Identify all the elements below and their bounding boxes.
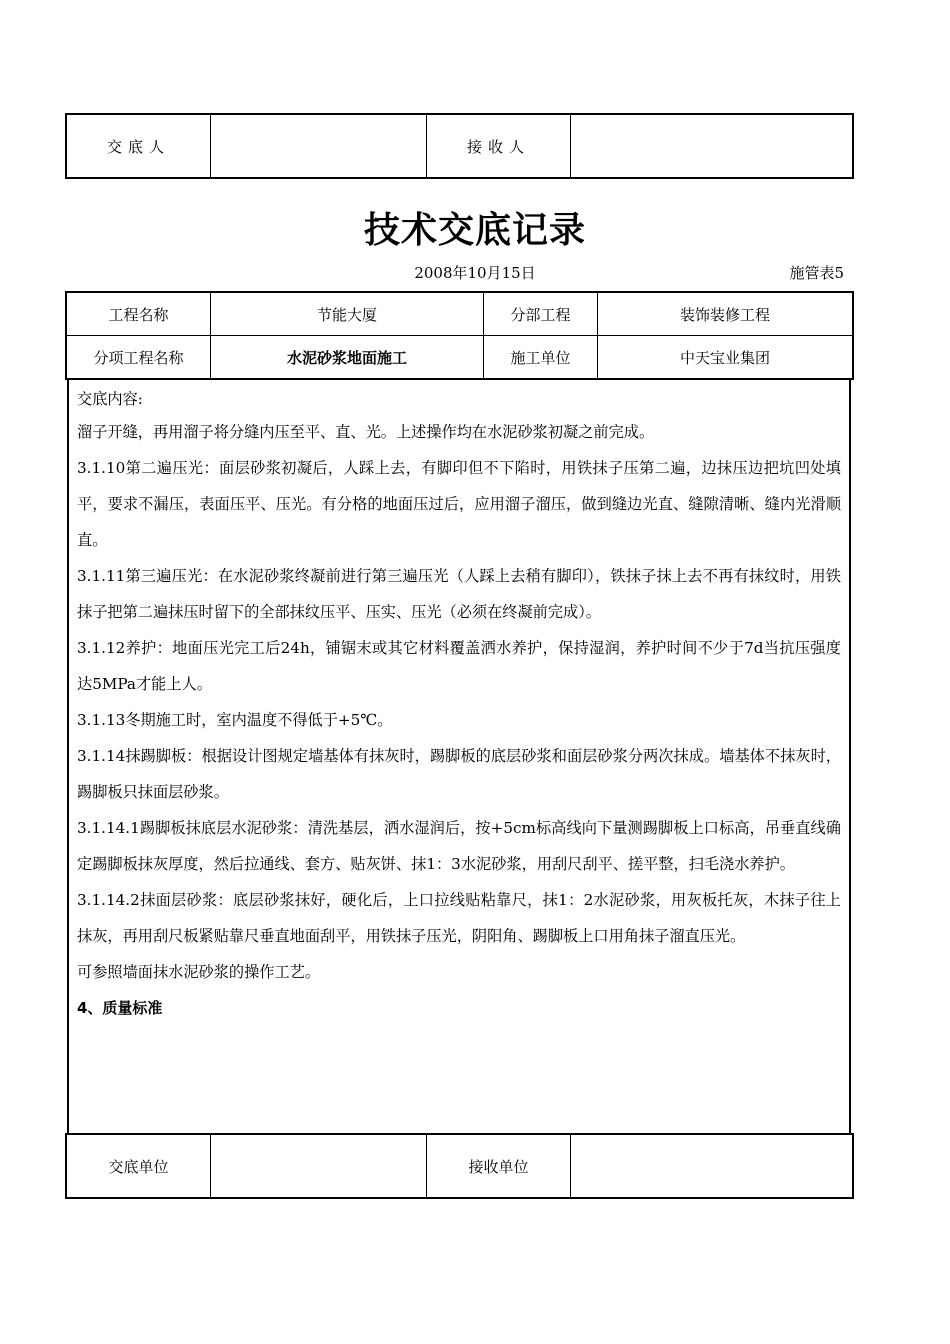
content-paragraph: 3.1.12养护：地面压光完工后24h，铺锯末或其它材料覆盖洒水养护，保持湿润，养护时间不少于7d当抗压强度达5MPa才能上人。	[77, 639, 841, 693]
discloser-label: 交底人	[67, 115, 211, 178]
project-name-label: 工程名称	[67, 293, 211, 336]
contractor-value: 中天宝业集团	[598, 336, 853, 379]
division-value: 装饰装修工程	[598, 293, 853, 336]
subitem-value: 水泥砂浆地面施工	[211, 336, 484, 379]
document-date: 2008年10月15日	[414, 264, 536, 282]
section-heading: 4、质量标准	[77, 999, 163, 1017]
receiver-label: 接收人	[427, 115, 571, 178]
content-label: 交底内容:	[77, 390, 143, 408]
subitem-label: 分项工程名称	[67, 336, 211, 379]
bottom-signature-table	[66, 1134, 853, 1198]
division-label: 分部工程	[484, 293, 598, 336]
form-number: 施管表5	[789, 264, 844, 282]
disclosure-content	[67, 378, 851, 1134]
content-paragraph: 3.1.14抹踢脚板：根据设计图规定墙基体有抹灰时，踢脚板的底层砂浆和面层砂浆分两次抹成。墙基体不抹灰时，踢脚板只抹面层砂浆。	[77, 747, 841, 801]
discloser-value	[211, 115, 427, 178]
content-paragraph: 3.1.13冬期施工时，室内温度不得低于+5℃。	[77, 711, 393, 729]
content-paragraph: 可参照墙面抹水泥砂浆的操作工艺。	[77, 963, 320, 981]
receiver-unit-value	[571, 1135, 853, 1198]
content-paragraph: 3.1.11第三遍压光：在水泥砂浆终凝前进行第三遍压光（人踩上去稍有脚印），铁抹子抹上去不再有抹纹时，用铁抹子把第二遍抹压时留下的全部抹纹压平、压实、压光（必须在终凝前完成）。	[77, 567, 841, 621]
discloser-unit-value	[211, 1135, 427, 1198]
project-info-table	[66, 292, 853, 379]
content-paragraph: 3.1.10第二遍压光：面层砂浆初凝后，人踩上去，有脚印但不下陷时，用铁抹子压第二遍，边抹压边把坑凹处填平，要求不漏压，表面压平、压光。有分格的地面压过后，应用溜子溜压，做到缝边光直、缝隙清晰、缝内光滑顺直。	[77, 459, 841, 549]
contractor-label: 施工单位	[484, 336, 598, 379]
document-title: 技术交底记录	[363, 210, 586, 251]
receiver-unit-label: 接收单位	[427, 1135, 571, 1198]
discloser-unit-label: 交底单位	[67, 1135, 211, 1198]
content-paragraph: 溜子开缝，再用溜子将分缝内压至平、直、光。上述操作均在水泥砂浆初凝之前完成。	[77, 423, 655, 441]
project-name-value: 节能大厦	[211, 293, 484, 336]
content-paragraph: 3.1.14.2抹面层砂浆：底层砂浆抹好，硬化后，上口拉线贴粘靠尺，抹1：2水泥砂浆，用灰板托灰，木抹子往上抹灰，再用刮尺板紧贴靠尺垂直地面刮平，用铁抹子压光，阴阳角、踢脚板上口用角抹子溜直压光。	[77, 891, 841, 945]
content-paragraph: 3.1.14.1踢脚板抹底层水泥砂浆：清洗基层，洒水湿润后，按+5cm标高线向下量测踢脚板上口标高，吊垂直线确定踢脚板抹灰厚度，然后拉通线、套方、贴灰饼、抹1：3水泥砂浆，用刮尺刮平、搓平整，扫毛浇水养护。	[77, 819, 841, 873]
top-signature-table	[66, 114, 853, 178]
receiver-value	[571, 115, 853, 178]
